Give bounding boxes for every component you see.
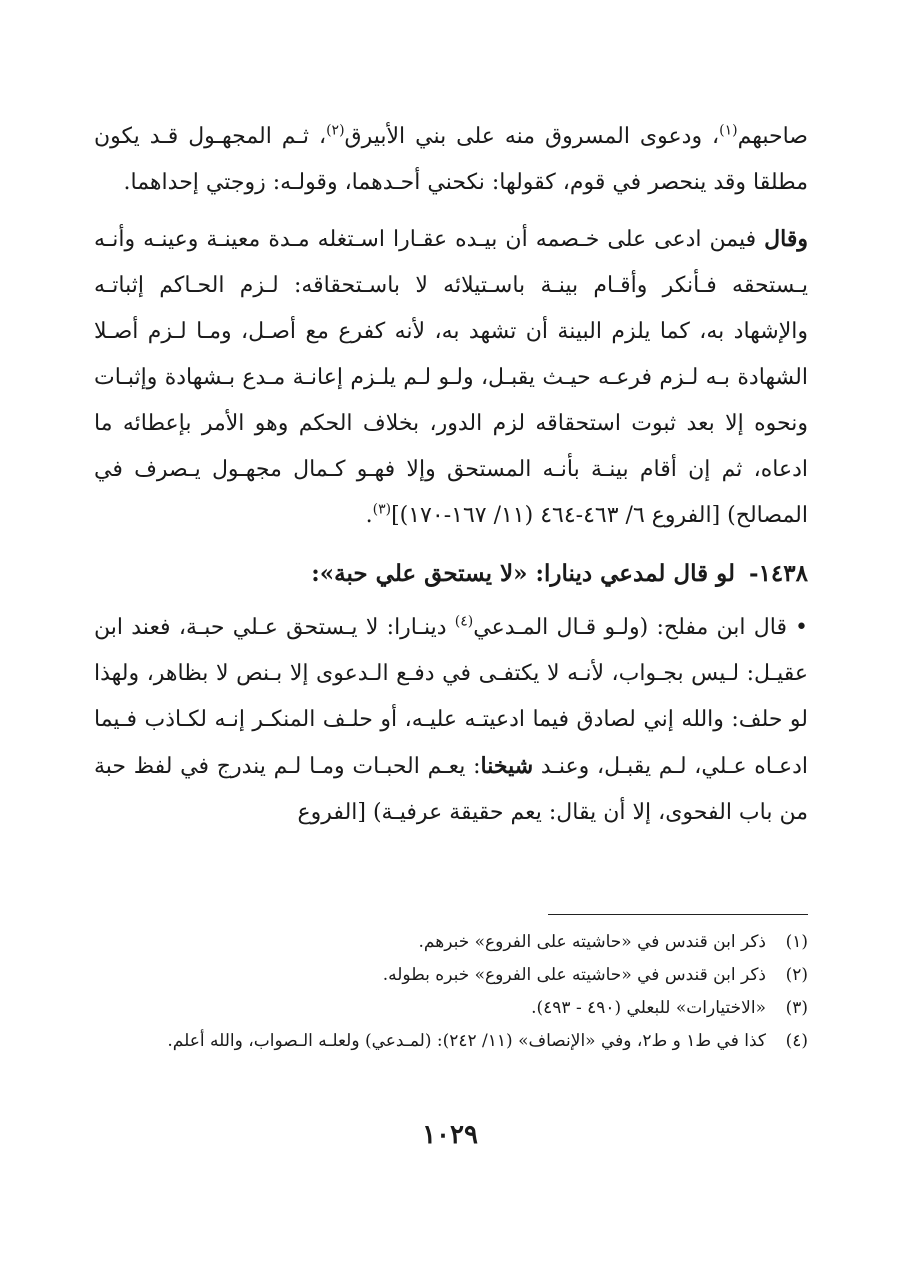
footnote-ref-1: (١) [719,122,738,139]
footnote-text: ذكر ابن قندس في «حاشيته على الفروع» خبرهم. [418,932,766,952]
paragraph-1-text-c: ، ثـم المجهـول قـد يكون مطلقا وقد ينحصر في قوم، كقولها: نكحني أحـدهما، وقولـه: زوجتي إحداهما. [94,124,808,195]
bullet-icon: • [795,615,808,640]
section-title: لو قال لمدعي دينارا: «لا يستحق علي حبة»: [311,560,736,587]
main-text [94,114,808,836]
page-number: ١٠٢٩ [422,1120,478,1150]
paragraph-1-text-b: ، ودعوى المسروق منه على بني الأبيرق [344,124,720,149]
footnote-number: (١) [785,932,808,952]
paragraph-2-end: . [365,503,373,528]
paragraph-3-text-c: : يعـم الحبـات ومـا لـم يندرج في لفظ حبة من باب الفحوى، إلا أن يقال: يعم حقيقة عرفيـة) [الفروع [94,754,808,825]
footnote-text: «الاختيارات» للبعلي (٤٩٠ - ٤٩٣). [531,998,766,1018]
paragraph-1-text-a: صاحبهم [737,124,808,149]
section-number: ١٤٣٨- [749,560,808,587]
footnote-text: ذكر ابن قندس في «حاشيته على الفروع» خبره بطوله. [382,965,766,985]
footnote-text: كذا في ط١ و ط٢، وفي «الإنصاف» (١١/ ٢٤٢): (لمـدعي) ولعلـه الـصواب، والله أعلم. [167,1031,766,1051]
footnote-1 [94,926,808,959]
footnote-number: (٢) [785,965,808,985]
footnote-4 [94,1025,808,1058]
footnote-3 [94,992,808,1025]
footnote-2 [94,959,808,992]
footnote-number: (٤) [785,1031,808,1051]
footnote-separator [548,914,808,915]
paragraph-3-bold-word: شيخنا [480,753,534,779]
paragraph-3 [94,605,808,836]
footnote-ref-4: (٤) [454,613,474,630]
paragraph-3-text-b: دينـارا: لا يـستحق عـلي حبـة، فعند ابن عقيـل: لـيس بجـواب، لأنـه لا يكتفـى في دفـع الـدعوى إلا بـنص لا بظاهر، ولهذا لو حلف: والله إني لصادق فيما ادعيتـه عليـه، أو حلـف المنكـر إنـه لكـاذب فـيما ادعـاه عـلي، لـم يقبـل، وعنـد [94,615,808,779]
section-heading [94,551,808,597]
footnote-ref-3: (٣) [372,501,392,518]
paragraph-2 [94,216,808,539]
footnotes [94,926,808,1058]
paragraph-3-text-a: قال ابن مفلح: (ولـو قـال المـدعي [473,615,788,640]
paragraph-2-text: فيمن ادعى على خـصمه أن بيـده عقـارا اسـتغله مـدة معينـة وعينـه وأنـه يـستحقه فـأنكر وأقـام بينـة باسـتيلائه لا باسـتحقاقه: لـزم الحـاكم إثباتـه والإشهاد به، كما يلزم البينة أن تشهد به، لأنه كفرع مع أصـل، ومـا لـزم أصـلا الشهادة بـه لـزم فرعـه حيـث يقبـل، ولـو لـم يلـزم إعانـة مـدع بـشهادة وإثبـات ونحوه إلا بعد ثبوت استحقاقه لزم الدور، بخلاف الحكم وهو الأمر بإعطائه ما ادعاه، ثم إن أقام بينـة بأنـه المستحق وإلا فهـو كـمال مجهـول يـصرف في المصالح) [الفروع ٦/ ٤٦٣-٤٦٤ (١١/ ١٦٧-١٧٠)] [94,227,808,528]
footnote-number: (٣) [785,998,808,1018]
paragraph-1 [94,114,808,206]
paragraph-2-lead: وقال [764,226,808,252]
footnote-ref-2: (٢) [326,122,345,139]
